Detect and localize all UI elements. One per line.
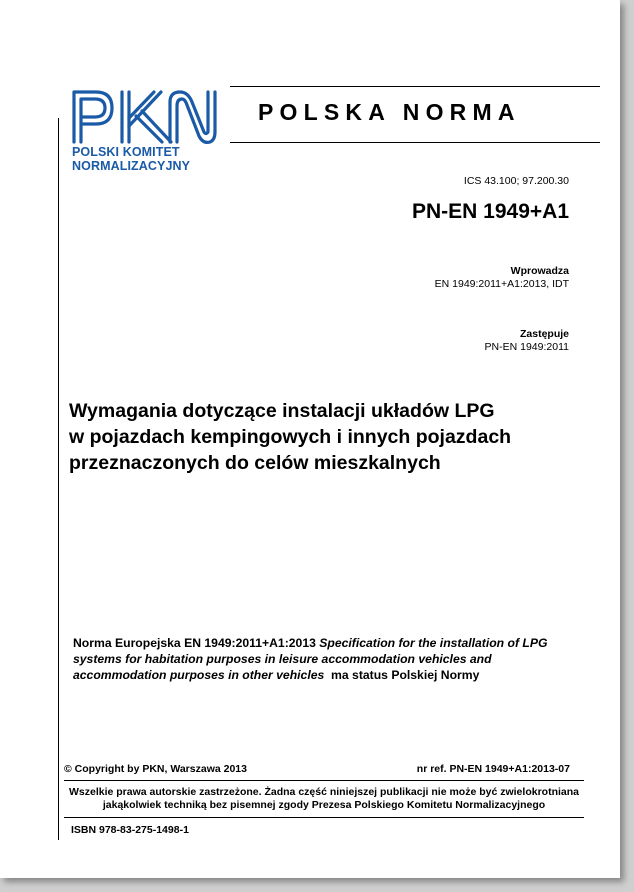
document-title: POLSKA NORMA — [258, 99, 521, 125]
replaces-label: Zastępuje — [519, 328, 569, 340]
rights-line1: Wszelkie prawa autorskie zastrzeżone. Żadna część niniejszej publikacji nie może być zwielokrotniana — [68, 786, 579, 798]
replaces-value: PN-EN 1949:2011 — [484, 341, 569, 353]
european-norm-statement — [73, 635, 603, 683]
euro-title-part2: systems for habitation purposes in leisure accommodation vehicles and — [73, 652, 492, 666]
euro-title-part1: Specification for the installation of LPG — [319, 636, 548, 650]
standard-title-line1: Wymagania dotyczące instalacji układów LPG — [69, 400, 495, 422]
euro-title-part3: accommodation purposes in other vehicles — [73, 668, 325, 682]
euro-suffix: ma status Polskiej Normy — [324, 668, 480, 682]
ics-code: ICS 43.100; 97.200.30 — [463, 175, 569, 187]
rights-line2: jakąkolwiek techniką bez pisemnej zgody Prezesa Polskiego Komitetu Normalizacyjnego — [102, 799, 546, 811]
copyright-notice: © Copyright by PKN, Warszawa 2013 — [64, 763, 247, 775]
logo-text-line2: NORMALIZACYJNY — [72, 159, 191, 173]
standard-title-line2: w pojazdach kempingowych i innych pojazdach — [69, 426, 512, 448]
euro-prefix: Norma Europejska EN 1949:2011+A1:2013 — [73, 636, 320, 650]
isbn: ISBN 978-83-275-1498-1 — [71, 824, 189, 836]
pkn-logo-mark — [70, 86, 220, 146]
footer-rule-top — [64, 780, 584, 781]
left-margin-rule — [58, 118, 59, 840]
introduces-value: EN 1949:2011+A1:2013, IDT — [434, 278, 569, 290]
pkn-logo — [70, 86, 220, 176]
header-rule-top — [230, 86, 600, 87]
standard-title — [69, 398, 609, 476]
footer-rule-bottom — [64, 817, 584, 818]
standard-title-line3: przeznaczonych do celów mieszkalnych — [69, 452, 441, 474]
standard-number: PN-EN 1949+A1 — [412, 200, 569, 223]
header-rule-bottom — [230, 142, 600, 143]
reference-number: nr ref. PN-EN 1949+A1:2013-07 — [416, 763, 570, 775]
rights-notice — [64, 786, 584, 812]
logo-text-line1: POLSKI KOMITET — [72, 145, 180, 159]
introduces-label: Wprowadza — [510, 265, 569, 277]
